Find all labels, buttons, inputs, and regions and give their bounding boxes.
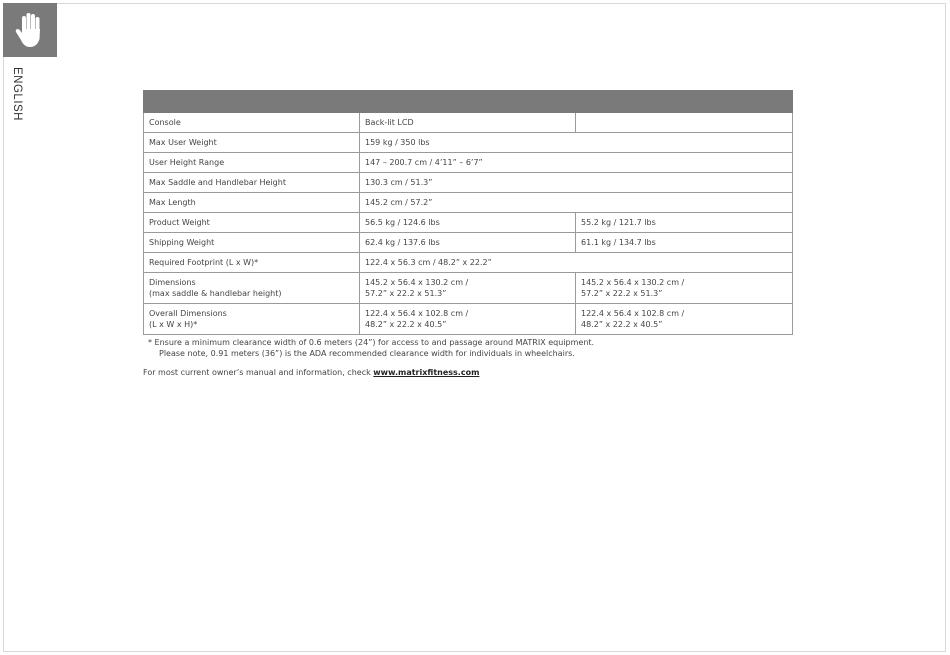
spec-label-cell-line: User Height Range bbox=[149, 158, 225, 167]
spec-value-cell bbox=[360, 304, 576, 335]
clearance-note bbox=[148, 337, 594, 359]
spec-label-cell-line: Product Weight bbox=[149, 218, 210, 227]
spec-value-cell bbox=[360, 233, 576, 253]
language-label: ENGLISH bbox=[11, 67, 23, 121]
spec-value-cell-line: 147 – 200.7 cm / 4’11” – 6’7” bbox=[365, 158, 483, 167]
spec-value-cell bbox=[360, 153, 793, 173]
spec-label-cell bbox=[144, 193, 360, 213]
spec-value-cell-alt-line: 57.2” x 22.2 x 51.3” bbox=[581, 289, 663, 298]
spec-value-cell-line: 130.3 cm / 51.3” bbox=[365, 178, 433, 187]
spec-label-cell bbox=[144, 213, 360, 233]
spec-label-cell bbox=[144, 233, 360, 253]
table-row bbox=[144, 153, 793, 173]
spec-value-cell-line: 122.4 x 56.3 cm / 48.2” x 22.2” bbox=[365, 258, 492, 267]
spec-label-cell bbox=[144, 133, 360, 153]
spec-value-cell bbox=[360, 273, 576, 304]
spec-label-cell-line: Overall Dimensions bbox=[149, 309, 227, 318]
spec-value-cell-alt bbox=[576, 304, 793, 335]
spec-value-cell-alt-line: 145.2 x 56.4 x 130.2 cm / bbox=[581, 278, 685, 287]
spec-label-cell-line: Dimensions bbox=[149, 278, 196, 287]
spec-value-cell bbox=[360, 193, 793, 213]
table-row bbox=[144, 173, 793, 193]
spec-value-cell-alt bbox=[576, 213, 793, 233]
spec-value-cell-line: 62.4 kg / 137.6 lbs bbox=[365, 238, 440, 247]
footer-text: For most current owner’s manual and information, check bbox=[143, 368, 374, 377]
spec-value-cell-line: 145.2 cm / 57.2” bbox=[365, 198, 433, 207]
table-row bbox=[144, 273, 793, 304]
spec-value-cell bbox=[360, 253, 793, 273]
spec-value-cell-line: 145.2 x 56.4 x 130.2 cm / bbox=[365, 278, 469, 287]
spec-value-cell bbox=[360, 113, 576, 133]
spec-label-cell bbox=[144, 304, 360, 335]
spec-label-cell-line: Shipping Weight bbox=[149, 238, 215, 247]
spec-label-cell-line: Max User Weight bbox=[149, 138, 217, 147]
spec-value-cell-alt bbox=[576, 113, 793, 133]
spec-value-cell-line: 48.2” x 22.2 x 40.5” bbox=[365, 320, 447, 329]
spec-value-cell-alt-line: 48.2” x 22.2 x 40.5” bbox=[581, 320, 663, 329]
manual-link[interactable]: www.matrixfitness.com bbox=[373, 368, 480, 377]
table-row bbox=[144, 304, 793, 335]
spec-label-cell-line: Max Saddle and Handlebar Height bbox=[149, 178, 286, 187]
spec-label-cell-line: Required Footprint (L x W)* bbox=[149, 258, 259, 267]
spec-label-cell bbox=[144, 153, 360, 173]
spec-value-cell bbox=[360, 173, 793, 193]
table-row bbox=[144, 233, 793, 253]
spec-value-cell-line: 56.5 kg / 124.6 lbs bbox=[365, 218, 440, 227]
spec-label-cell bbox=[144, 273, 360, 304]
spec-value-cell-line: Back-lit LCD bbox=[365, 118, 414, 127]
hand-icon-box bbox=[3, 3, 57, 57]
footer-info bbox=[143, 368, 479, 377]
table-row bbox=[144, 193, 793, 213]
spec-value-cell bbox=[360, 213, 576, 233]
note-line-1: * Ensure a minimum clearance width of 0.6 meters (24”) for access to and passage around MATRIX equipment. bbox=[148, 338, 595, 347]
table-row bbox=[144, 213, 793, 233]
spec-value-cell-alt-line: 61.1 kg / 134.7 lbs bbox=[581, 238, 656, 247]
spec-value-cell bbox=[360, 133, 793, 153]
table-row bbox=[144, 113, 793, 133]
spec-value-cell-line: 159 kg / 350 lbs bbox=[365, 138, 430, 147]
table-row bbox=[144, 133, 793, 153]
spec-value-cell-line: 57.2” x 22.2 x 51.3” bbox=[365, 289, 447, 298]
spec-value-cell-alt-line: 55.2 kg / 121.7 lbs bbox=[581, 218, 656, 227]
hand-icon bbox=[3, 3, 57, 57]
spec-label-cell bbox=[144, 253, 360, 273]
spec-label-cell-line: (L x W x H)* bbox=[149, 320, 198, 329]
spec-label-cell-line: (max saddle & handlebar height) bbox=[149, 289, 282, 298]
spec-label-cell bbox=[144, 173, 360, 193]
specifications-table bbox=[143, 90, 793, 335]
spec-label-cell-line: Max Length bbox=[149, 198, 196, 207]
spec-value-cell-line: 122.4 x 56.4 x 102.8 cm / bbox=[365, 309, 469, 318]
spec-label-cell bbox=[144, 113, 360, 133]
spec-value-cell-alt-line: 122.4 x 56.4 x 102.8 cm / bbox=[581, 309, 685, 318]
table-header-row bbox=[144, 91, 793, 113]
table-row bbox=[144, 253, 793, 273]
spec-label-cell-line: Console bbox=[149, 118, 181, 127]
note-line-2: Please note, 0.91 meters (36”) is the ADA recommended clearance width for individuals in wheelchairs. bbox=[159, 349, 575, 358]
spec-value-cell-alt bbox=[576, 233, 793, 253]
spec-value-cell-alt bbox=[576, 273, 793, 304]
